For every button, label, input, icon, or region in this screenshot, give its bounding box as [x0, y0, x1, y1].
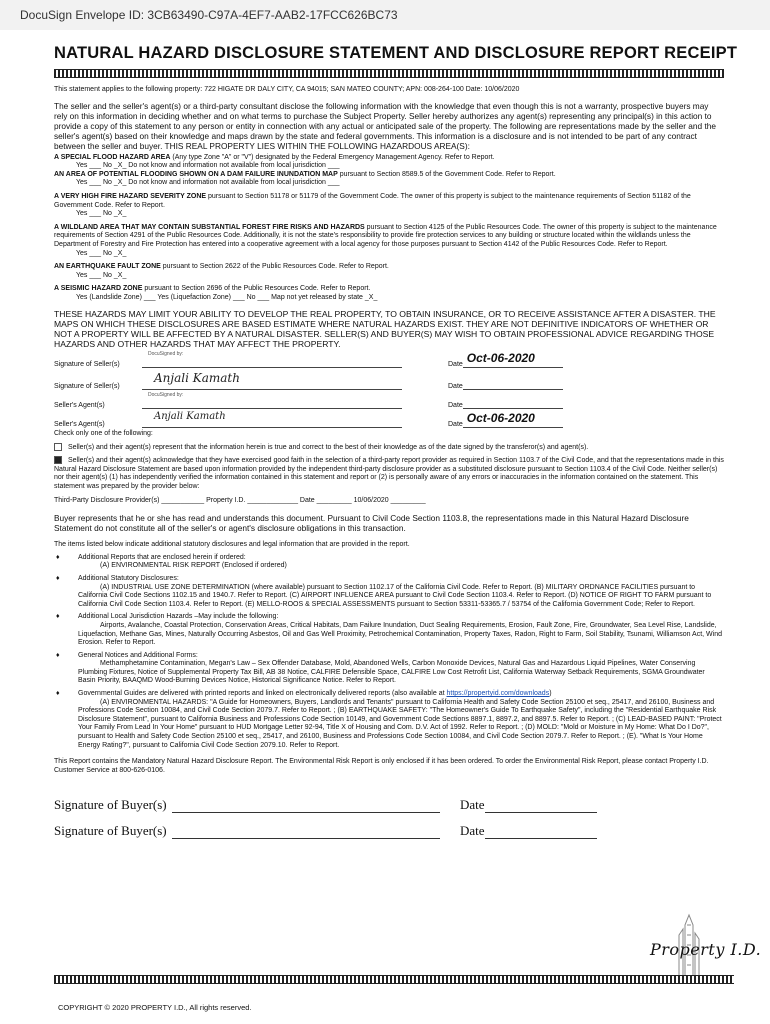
seller-date-line[interactable]	[463, 351, 563, 368]
bullet-body: Airports, Avalanche, Coastal Protection, Conservation Areas, Critical Habitats, Dam Failure Inundation, Duct Sealing Requirements, Erosion, Fault Zone, Fire, Groundwater, Sea Level Rise, Landslide, Liquefaction, Methane Gas, Mines, Naturally Occurring Asbestos, Oil and Gas Well Proximity, Petrochemical Contamination, Property Taxes, Radon, Right to Farm, Soil Stability, Tsunami, Williamson Act, Wind Erosion. Refer to Report.	[78, 621, 723, 647]
hazard-dam-options: Yes ___ No _X_ Do not know and information not available from local jurisdiction ___	[76, 179, 340, 187]
bullet-body: Methamphetamine Contamination, Megan's Law – Sex Offender Database, Mold, Abandoned Wells, Carbon Monoxide Devices, Natural Gas and Hazardous Liquid Pipelines, Water Conserving Plumbing Fixtures, Notice of Supplemental Property Tax Bill, AB 38 Notice, CALFIRE Defensible Space, CALFIRE Low Cost Retrofit List, California Waterway Setback Requirements, SGMA Groundwater Basin Priority, BAAQMD Wood-Burning Devices Notice, Historical Significance Notice. Refer to Report.	[78, 660, 705, 685]
hazard-flood-text: (Any type Zone "A" or "V") designated by the Federal Emergency Management Agency. Refer to Report.	[170, 153, 495, 161]
hazard-wildland-text: pursuant to Section 4125 of the Public Resources Code. The owner of this property is subject to the maintenance requirements of Section 4291 of the Public Resources Code. Additionally, it is not the state's responsibility to provide fire protection services to any building or structure located within the wildlands unless the Department of Forestry and Fire Protection has entered into a cooperative agreement with a local agency for those purposes pursuant to Section 4142 of the Public Resources Code. Refer to Report.	[54, 223, 717, 248]
hazard-fire	[54, 193, 724, 219]
bullet-icon: ♦	[56, 613, 60, 621]
provider-line: Third-Party Disclosure Provider(s) ___________ Property I.D. _____________ Date _________ 10/06/2020 _________	[54, 496, 426, 504]
agent-date-line-2[interactable]	[463, 411, 563, 428]
buyer-signature-row-2	[54, 813, 724, 839]
hazard-seismic-text: pursuant to Section 2696 of the Public Resources Code. Refer to Report.	[142, 285, 371, 293]
seller-date-line-2[interactable]	[463, 377, 563, 390]
check-option-2-text: Seller(s) and their agent(s) acknowledge that they have exercised good faith in the selection of a third-party report provider as required in Section 1103.7 of the Civil Code, and that the representations made in this Natural Hazard Disclosure Statement are based upon information provided by the independent third-party disclosure provider as a substituted disclosure pursuant to Section 1103.4 of the Civil Code. Neither seller(s) nor their agent(s) (1) has independently verified the information contained in this statement and report or (2) is personally aware of any errors or inaccuracies in the information contained on the statement. This statement was prepared by the provider below:	[54, 457, 724, 490]
seller-signature-label: Signature of Seller(s)	[54, 361, 120, 369]
seller-signature-label-2: Signature of Seller(s)	[54, 383, 120, 391]
title-rule	[54, 69, 724, 78]
hazard-fire-head: A VERY HIGH FIRE HAZARD SEVERITY ZONE	[54, 192, 207, 200]
bullet-head: Governmental Guides are delivered with printed reports and linked on electronically delivered reports (also available at https://propertyid.com/downloads)	[78, 690, 552, 698]
agent-signature-line-2[interactable]	[142, 411, 402, 428]
bullet-head: General Notices and Additional Forms:	[78, 651, 198, 659]
seller-handwritten-signature: Anjali Kamath	[154, 371, 240, 386]
buyer-date-label: Date	[460, 797, 485, 813]
date-label-3: Date	[448, 402, 463, 410]
agent-handwritten-signature: Anjali Kamath	[154, 411, 226, 423]
date-label-2: Date	[448, 383, 463, 391]
hazard-dam	[54, 171, 724, 188]
hazard-earthquake-text: pursuant to Section 2622 of the Public Resources Code. Refer to Report.	[160, 263, 389, 271]
check-one-label: Check only one of the following:	[54, 430, 153, 438]
buyer-date-line[interactable]	[485, 798, 597, 813]
docusigned-by-note: DocuSigned by:	[148, 351, 184, 358]
list-item	[54, 690, 724, 750]
buyer-signature-label-2: Signature of Buyer(s)	[54, 823, 167, 839]
buyer-represents: Buyer represents that he or she has read and understands this document. Pursuant to Civil Code Section 1103.8, the representations made in this Natural Hazard Disclosure Statement do not constitute all of the seller's or agent's disclosure obligations in this transaction.	[54, 513, 689, 534]
seller-date-stamp: Oct-06-2020	[466, 351, 535, 366]
bullet-icon: ♦	[56, 574, 60, 582]
hazard-wildland-head: A WILDLAND AREA THAT MAY CONTAIN SUBSTANTIAL FOREST FIRE RISKS AND HAZARDS	[54, 223, 365, 231]
bullet-body: (A) ENVIRONMENTAL RISK REPORT (Enclosed if ordered)	[100, 562, 287, 570]
downloads-link[interactable]: https://propertyid.com/downloads	[446, 690, 550, 698]
copyright: COPYRIGHT © 2020 PROPERTY I.D., All rights reserved.	[58, 1003, 252, 1012]
bullet-list	[54, 554, 724, 750]
bullet-head: Additional Local Jurisdiction Hazards –May include the following:	[78, 613, 279, 621]
buyer-signature-row-1	[54, 787, 724, 813]
guides-body: (A) ENVIRONMENTAL HAZARDS: "A Guide for Homeowners, Buyers, Landlords and Tenants" pursuant to California Health and Safety Code Section 25100 et seq., 25417, and 26100, Business and Professions Code Section 10084, and Civil Code Section 2079.7. Refer to Report. ; (B) EARTHQUAKE SAFETY: "The Homeowner's Guide To Earthquake Safety", including the "Residential Earthquake Risk Disclosure Statement", pursuant to California Business and Professions Code Section 10149, and Government Code Sections 8897.1, 8897.2, and 8897.5. Refer to Report. ; (C) LEAD-BASED PAINT: "Protect Your Family From Lead In Your Home" pursuant to HUD Mortgage Letter 92-94, Title X of Housing and Com. D.V. Act of 1992. Refer to Report. ; (D) MOLD: "Mold or Moisture in My Home: What Do I Do?", pursuant to Health and Safety Code Section 25100 et seq., 25417, and 26100, Business and Professions Code Section 10084, and Civil Code Section 2079.7. Refer to Report. ; (E). "What Is Your Home Energy Rating?", pursuant to California Civil Code Section 2079.10. Refer to Report.	[78, 698, 722, 749]
closing-paragraph: This Report contains the Mandatory Natural Hazard Disclosure Report. The Environmental Risk Report is only enclosed if it has been ordered. To order the Environmental Risk Report, please contact Property I.D. Customer Service at 800-626-0106.	[54, 758, 709, 774]
items-intro: The items listed below indicate additional statutory disclosures and legal information that are provided in the report.	[54, 541, 410, 549]
intro-paragraph: The seller and the seller's agent(s) or a third-party consultant disclose the following information with the knowledge that even though this is not a warranty, prospective buyers may rely on this information in deciding whether and on what terms to purchase the Subject Property. Seller hereby authorizes any agent(s) representing any principal(s) in this action to provide a copy of this statement to any person or entity in connection with any actual or anticipated sale of the property. The following are representations made by the seller and the seller's agent(s) based on their knowledge and maps drawn by the state and federal governments. This information is a disclosure and is not intended to be part of any contract between the seller and buyer. THIS REAL PROPERTY LIES WITHIN THE FOLLOWING HAZARDOUS AREA(S):	[54, 100, 716, 151]
hazard-wildland-options: Yes ___ No _X_	[76, 249, 127, 257]
guides-head: Governmental Guides are delivered with printed reports and linked on electronically delivered reports (also available at	[78, 690, 447, 698]
buyer-date-label-2: Date	[460, 823, 485, 839]
bullet-icon: ♦	[56, 690, 60, 698]
agent-signature-row-1	[54, 390, 724, 409]
date-label-4: Date	[448, 421, 463, 429]
agent-date-line[interactable]	[463, 396, 563, 409]
hazard-seismic-options: Yes (Landslide Zone) ___ Yes (Liquefaction Zone) ___ No ___ Map not yet released by state _X_	[76, 293, 378, 301]
date-label: Date	[448, 361, 463, 369]
property-id-logo-text: Property I.D.	[650, 940, 762, 959]
hazard-wildland	[54, 224, 724, 258]
list-item	[54, 613, 724, 647]
bullet-body: (A) INDUSTRIAL USE ZONE DETERMINATION (where available) pursuant to Section 1102.17 of the California Civil Code. Refer to Report. (B) MILITARY ORDNANCE FACILITIES pursuant to California Civil Code Sections 1102.15 and 1940.7. Refer to Report. (C) AIRPORT INFLUENCE AREA pursuant to Civil Code Section 1103.4. Refer to Report. (D) NOTICE OF RIGHT TO FARM pursuant to California Civil Code Section 1103.4. Refer to Report. (E) MELLO-ROOS & SPECIAL ASSESSMENTS pursuant to Section 53311-53365.7 / 53754 of the California Government Code; Refer to Report.	[78, 583, 712, 608]
warning-paragraph: THESE HAZARDS MAY LIMIT YOUR ABILITY TO DEVELOP THE REAL PROPERTY, TO OBTAIN INSURANCE, OR TO RECEIVE ASSISTANCE AFTER A DISASTER. THE MAPS ON WHICH THESE DISCLOSURES ARE BASED ESTIMATE WHERE NATURAL HAZARDS EXIST. THEY ARE NOT DEFINITIVE INDICATORS OF WHETHER OR NOT A PROPERTY WILL BE AFFECTED BY A NATURAL DISASTER. SELLER(S) AND BUYER(S) MAY WISH TO OBTAIN PROFESSIONAL ADVICE REGARDING THOSE HAZARDS AND OTHER HAZARDS THAT MAY AFFECT THE PROPERTY.	[54, 308, 716, 350]
agent-signature-row-2	[54, 409, 724, 428]
bullet-icon: ♦	[56, 553, 60, 561]
seller-signature-row-1	[54, 349, 724, 368]
check-option-1-text: Seller(s) and their agent(s) represent that the information herein is true and correct to the best of their knowledge as of the date signed by the transferor(s) and agent(s).	[68, 443, 589, 451]
envelope-id: DocuSign Envelope ID: 3CB63490-C97A-4EF7-AAB2-17FCC626BC73	[20, 8, 398, 22]
list-item	[54, 554, 724, 571]
bullet-icon: ♦	[56, 651, 60, 659]
bullet-head: Additional Statutory Disclosures:	[78, 574, 179, 582]
buyer-signature-line-2[interactable]	[172, 824, 440, 839]
agent-signature-label-2: Seller's Agent(s)	[54, 421, 105, 429]
seller-signature-line[interactable]	[142, 351, 402, 368]
hazard-earthquake	[54, 263, 724, 280]
check-option-2	[54, 456, 724, 491]
list-item	[54, 575, 724, 609]
envelope-id-bar	[0, 0, 770, 30]
seller-signature-row-2	[54, 368, 724, 390]
buyer-signature-label: Signature of Buyer(s)	[54, 797, 167, 813]
footer-rule	[54, 975, 734, 984]
hazard-earthquake-head: AN EARTHQUAKE FAULT ZONE	[54, 263, 161, 271]
docusigned-by-note-2: DocuSigned by:	[148, 392, 184, 399]
checkbox-checked[interactable]	[54, 456, 62, 464]
hazard-flood	[54, 154, 724, 171]
hazard-fire-text: pursuant to Section 51178 or 51179 of the Government Code. The owner of this property is subject to the maintenance requirements of Section 51182 of the Government Code. Refer to Report.	[54, 192, 691, 209]
hazard-earthquake-options: Yes ___ No _X_	[76, 271, 127, 279]
hazard-dam-head: AN AREA OF POTENTIAL FLOODING SHOWN ON A DAM FAILURE INUNDATION MAP	[54, 170, 338, 178]
bullet-head: Additional Reports that are enclosed herein if ordered:	[78, 553, 246, 561]
agent-signature-line[interactable]	[142, 392, 402, 409]
buyer-date-line-2[interactable]	[485, 824, 597, 839]
agent-signature-label: Seller's Agent(s)	[54, 402, 105, 410]
check-option-1	[54, 443, 724, 452]
property-line: This statement applies to the following property: 722 HIGATE DR DALY CITY, CA 94015; SAN MATEO COUNTY; APN: 008-264-100 Date: 10/06/2020	[54, 86, 520, 93]
hazard-flood-options: Yes ___ No _X_ Do not know and information not available from local jurisdiction ___	[76, 162, 340, 170]
hazard-fire-options: Yes ___ No _X_	[76, 210, 127, 218]
seller-signature-line-2[interactable]	[142, 371, 402, 390]
disclosure-page	[54, 40, 738, 839]
hazard-seismic	[54, 285, 724, 302]
hazard-dam-text: pursuant to Section 8589.5 of the Government Code. Refer to Report.	[337, 170, 556, 178]
agent-date-stamp: Oct-06-2020	[466, 411, 535, 426]
checkbox-unchecked[interactable]	[54, 443, 62, 451]
hazard-seismic-head: A SEISMIC HAZARD ZONE	[54, 285, 143, 293]
hazard-flood-head: A SPECIAL FLOOD HAZARD AREA	[54, 153, 171, 161]
list-item	[54, 652, 724, 686]
buyer-signature-line[interactable]	[172, 798, 440, 813]
document-title: NATURAL HAZARD DISCLOSURE STATEMENT AND DISCLOSURE REPORT RECEIPT	[54, 44, 738, 62]
